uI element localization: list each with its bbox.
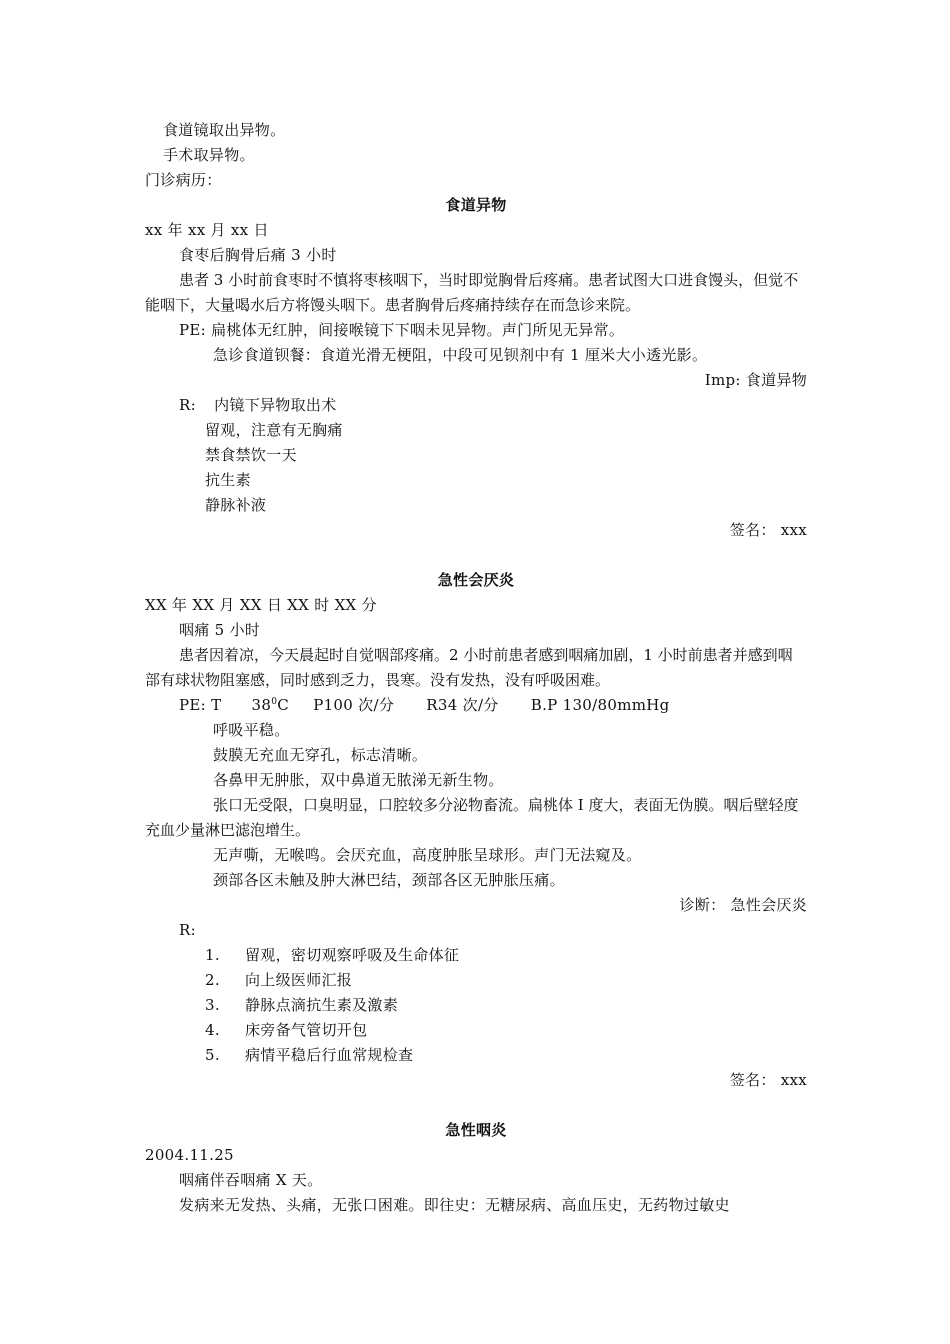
case3-title: 急性咽炎 [445, 1121, 507, 1139]
case2-resp: R34 次/分 [426, 696, 499, 714]
case3-date: 2004.11.25 [145, 1146, 234, 1164]
case2-date: XX 年 XX 月 XX 日 XX 时 XX 分 [145, 596, 377, 614]
case1-rx-item: 禁食禁饮一天 [205, 446, 297, 464]
rx-text: 病情平稳后行血常规检查 [245, 1046, 414, 1064]
case1-history: 患者 3 小时前食枣时不慎将枣核咽下，当时即觉胸骨后疼痛。患者试图大口进食馒头，但觉不能咽下，大量喝水后方将馒头咽下。患者胸骨后疼痛持续存在而急诊来院。 [145, 271, 799, 314]
rx-text: 床旁备气管切开包 [245, 1021, 368, 1039]
case2-finding: 无声嘶，无喉鸣。会厌充血，高度肿胀呈球形。声门无法窥及。 [213, 846, 642, 864]
case1-rx-item: 留观，注意有无胸痛 [205, 421, 343, 439]
case1-pe: PE: 扁桃体无红肿，间接喉镜下下咽未见异物。声门所见无异常。 [179, 321, 625, 339]
case2-rx-item [145, 993, 807, 1018]
case2-temp-degree: 0 [271, 697, 278, 707]
rx-number: 2. [205, 971, 220, 989]
case2-finding: 呼吸平稳。 [213, 721, 290, 739]
intro-line-outpatient: 门诊病历： [145, 171, 222, 189]
case2-vitals [145, 693, 807, 718]
case2-temp-unit: C [277, 696, 290, 714]
intro-line-esophagoscope: 食道镜取出异物。 [163, 121, 286, 139]
case1-rx-first [145, 393, 807, 418]
intro-line-surgery: 手术取异物。 [163, 146, 255, 164]
case1-complaint: 食枣后胸骨后痛 3 小时 [179, 246, 337, 264]
document-page [145, 118, 807, 1218]
rx-text: 向上级医师汇报 [245, 971, 353, 989]
case1-exam: 急诊食道钡餐：食道光滑无梗阻，中段可见钡剂中有 1 厘米大小透光影。 [213, 346, 708, 364]
case2-temp: 38 [251, 696, 272, 714]
case3-history: 发病来无发热、头痛，无张口困难。即往史：无糖尿病、高血压史，无药物过敏史 [179, 1196, 730, 1214]
rx-number: 4. [205, 1021, 220, 1039]
case2-pulse: P100 次/分 [313, 696, 395, 714]
case2-mouth-finding: 张口无受限，口臭明显，口腔较多分泌物畜流。扁桃体 I 度大，表面无伪膜。咽后壁轻度充血少量淋巴滤泡增生。 [145, 796, 799, 839]
case2-rx-item [145, 968, 807, 993]
case1-rx-label: R: [179, 396, 196, 414]
rx-text: 静脉点滴抗生素及激素 [245, 996, 399, 1014]
case2-history: 患者因着凉，今天晨起时自觉咽部疼痛。2 小时前患者感到咽痛加剧，1 小时前患者并感到咽部有球状物阻塞感，同时感到乏力，畏寒。没有发热，没有呼吸困难。 [145, 646, 793, 689]
case2-rx-item [145, 1018, 807, 1043]
rx-number: 3. [205, 996, 220, 1014]
case2-rx-item [145, 1043, 807, 1068]
case2-finding: 鼓膜无充血无穿孔，标志清晰。 [213, 746, 428, 764]
case1-rx-item: 内镜下异物取出术 [214, 396, 337, 414]
case2-complaint: 咽痛 5 小时 [179, 621, 261, 639]
rx-number: 5. [205, 1046, 220, 1064]
case2-finding: 各鼻甲无肿胀，双中鼻道无脓涕无新生物。 [213, 771, 504, 789]
case2-bp: B.P 130/80mmHg [530, 696, 670, 714]
case1-title: 食道异物 [445, 196, 507, 214]
case2-diagnosis: 诊断： 急性会厌炎 [679, 896, 807, 914]
case1-rx-item: 抗生素 [205, 471, 251, 489]
case1-date: xx 年 xx 月 xx 日 [145, 221, 269, 239]
case2-signature: 签名： xxx [729, 1071, 807, 1089]
case1-rx-item: 静脉补液 [205, 496, 267, 514]
case1-signature: 签名： xxx [729, 521, 807, 539]
case3-complaint: 咽痛伴吞咽痛 X 天。 [179, 1171, 323, 1189]
case2-pe-label: PE: T [179, 696, 222, 714]
case2-rx-label: R: [179, 921, 196, 939]
rx-number: 1. [205, 946, 220, 964]
case2-title: 急性会厌炎 [437, 571, 515, 589]
case2-rx-item [145, 943, 807, 968]
rx-text: 留观，密切观察呼吸及生命体征 [245, 946, 460, 964]
case1-impression: Imp: 食道异物 [704, 371, 807, 389]
case2-finding: 颈部各区未触及肿大淋巴结，颈部各区无肿胀压痛。 [213, 871, 565, 889]
